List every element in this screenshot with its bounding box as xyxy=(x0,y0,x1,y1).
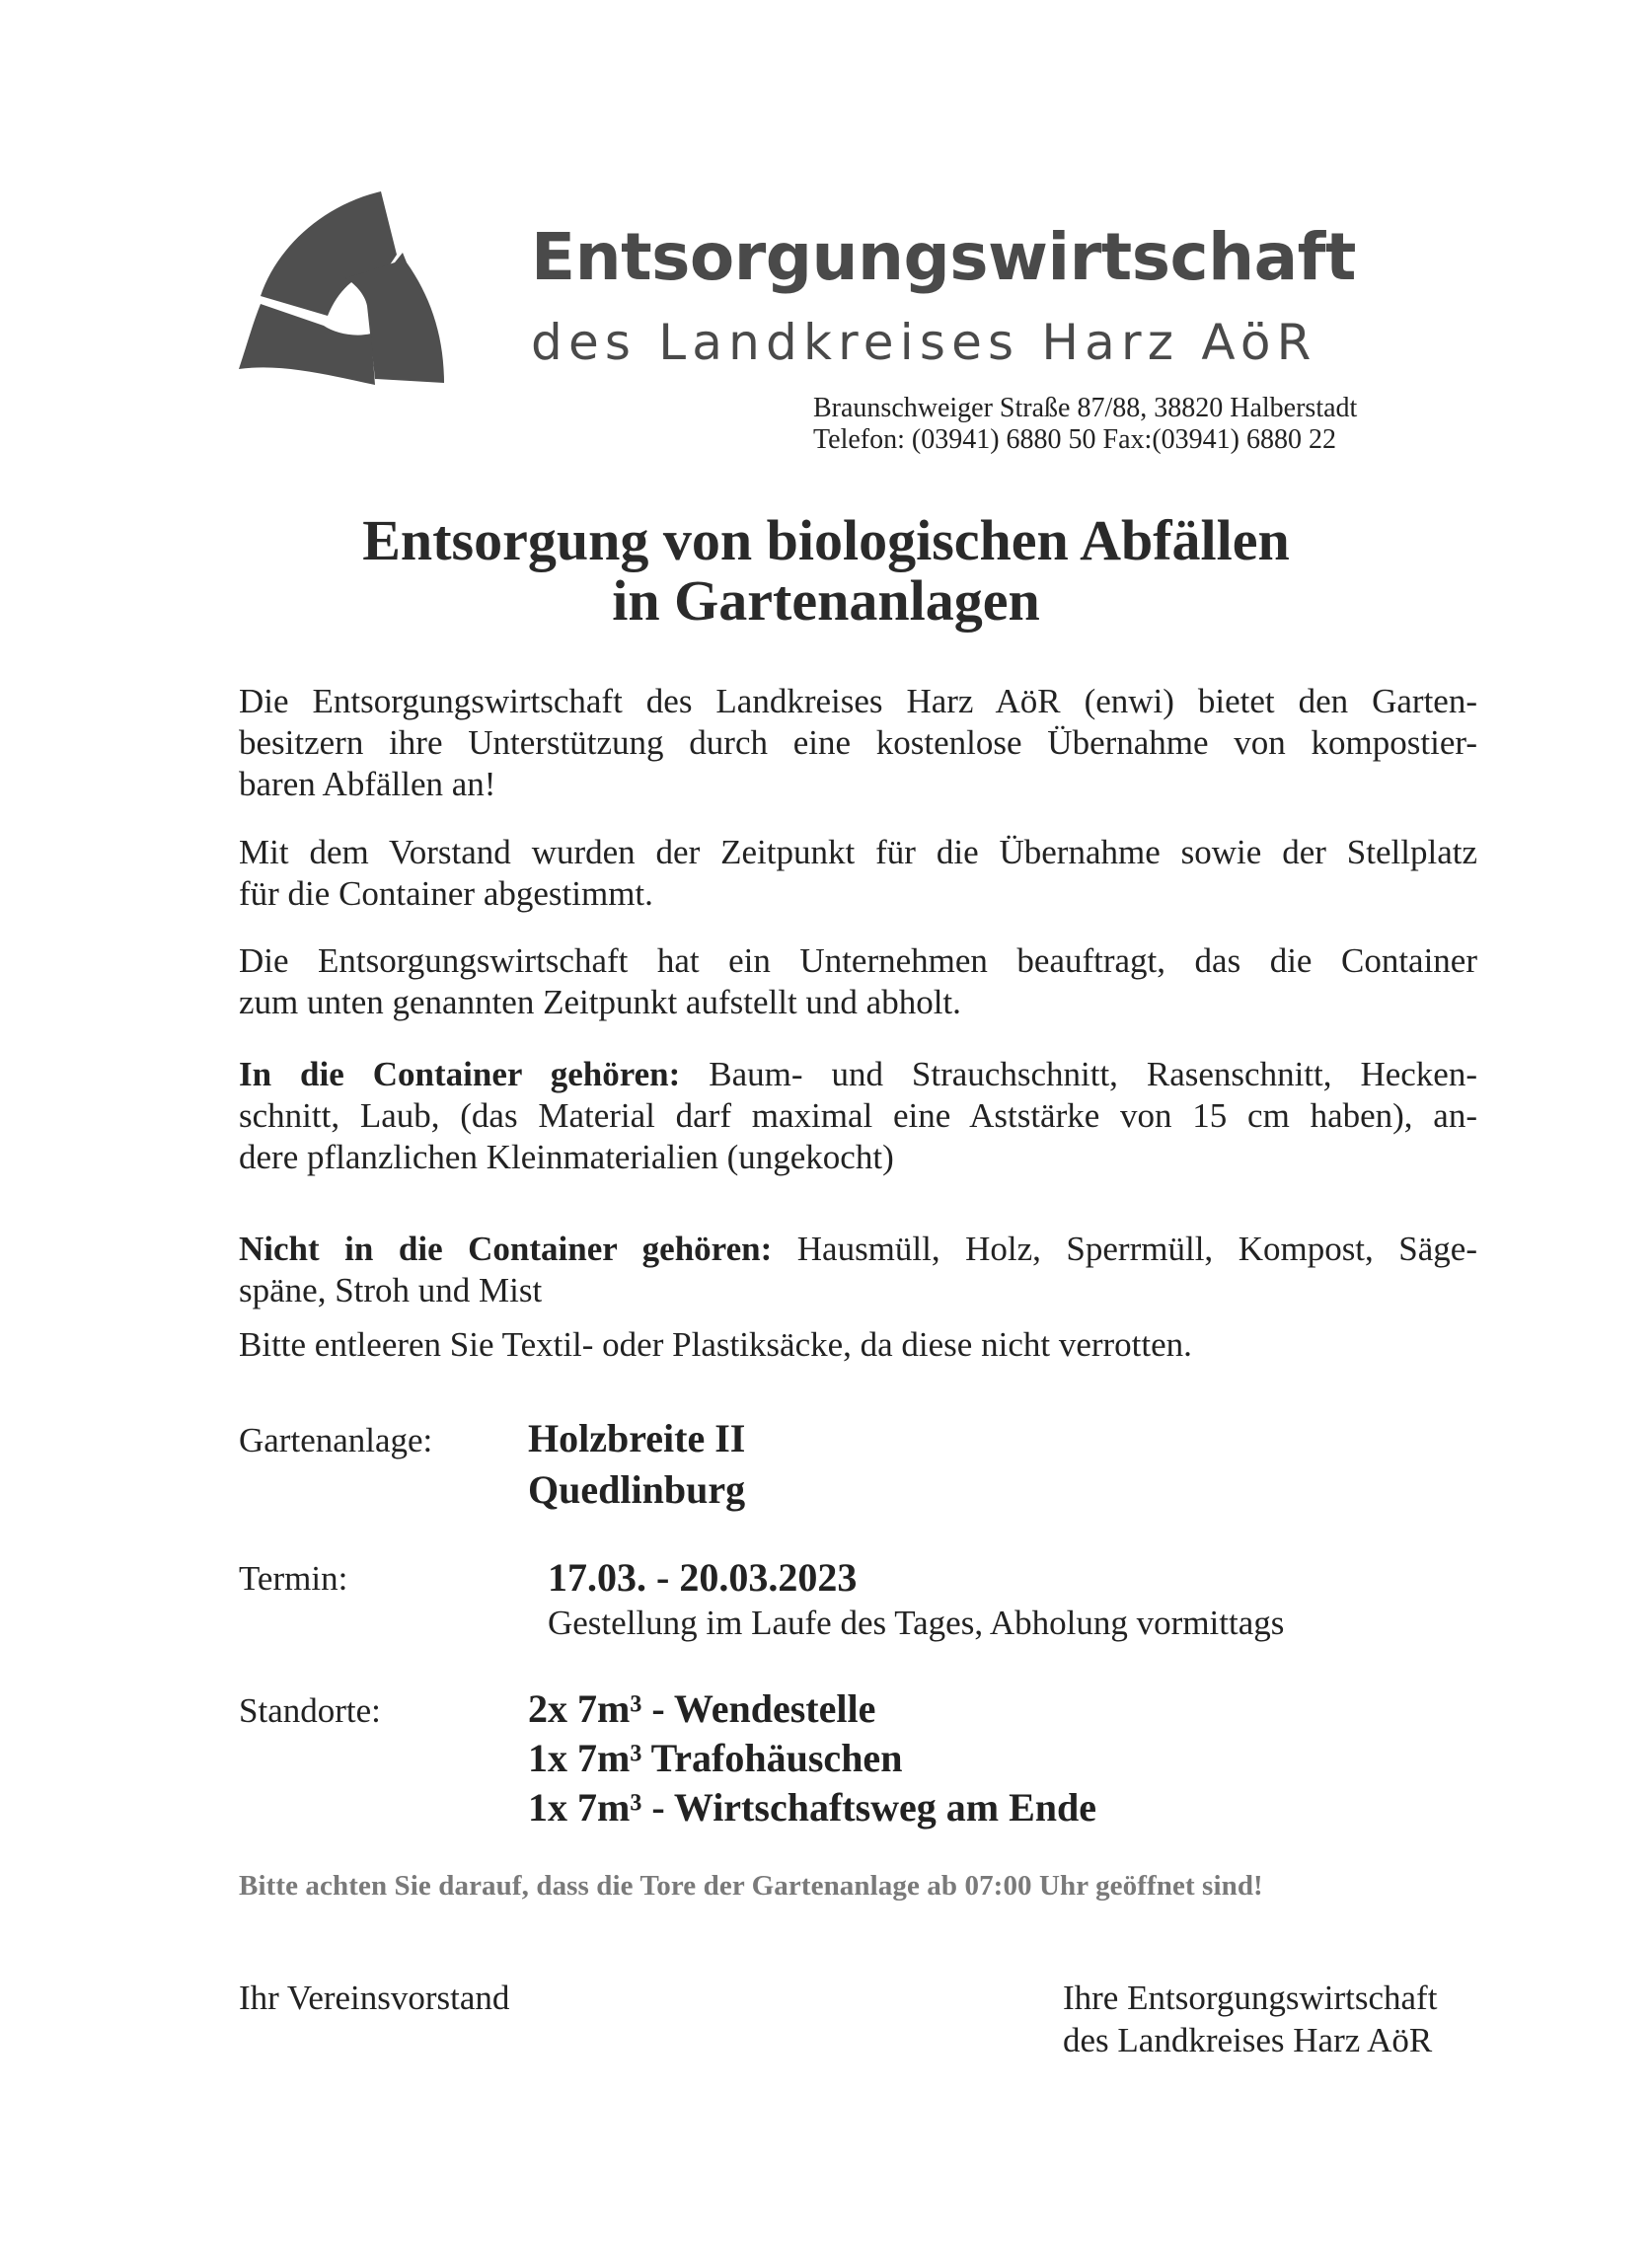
location-item: 2x 7m³ - Wendestelle xyxy=(528,1686,876,1731)
bags-note xyxy=(239,1324,1477,1366)
address: Braunschweiger Straße 87/88, 38820 Halberstadt xyxy=(813,393,1358,423)
signature-right-line-2: des Landkreises Harz AöR xyxy=(1063,2021,1433,2059)
contractor-paragraph xyxy=(239,940,1477,1023)
location-item: 1x 7m³ - Wirtschaftsweg am Ende xyxy=(528,1785,1097,1830)
contractor-line: Die Entsorgungswirtschaft hat ein Unternehmen beauftragt, das die Container xyxy=(239,941,1477,980)
signature-right-line-1: Ihre Entsorgungswirtschaft xyxy=(1063,1979,1438,2017)
agreement-line: Mit dem Vorstand wurden der Zeitpunkt für die Übernahme sowie der Stellplatz xyxy=(239,833,1477,871)
intro-line: besitzern ihre Unterstützung durch eine kostenlose Übernahme von kompostier- xyxy=(239,723,1477,762)
headline-line-1: Entsorgung von biologischen Abfällen xyxy=(362,508,1290,572)
not-allowed-materials-paragraph xyxy=(239,1229,1477,1311)
not-allowed-label: Nicht in die Container gehören: xyxy=(239,1230,773,1268)
brand-name: Entsorgungswirtschaft xyxy=(531,219,1356,295)
garden-city: Quedlinburg xyxy=(528,1467,746,1512)
date-label: Termin: xyxy=(239,1559,348,1598)
location-item: 1x 7m³ Trafohäuschen xyxy=(528,1736,903,1780)
bags-line: Bitte entleeren Sie Textil- oder Plastiksäcke, da diese nicht verrotten. xyxy=(239,1325,1192,1364)
headline-line-2: in Gartenanlagen xyxy=(612,568,1040,633)
intro-line: Die Entsorgungswirtschaft des Landkreises Harz AöR (enwi) bietet den Garten- xyxy=(239,682,1477,720)
locations-label: Standorte: xyxy=(239,1691,381,1730)
date-note: Gestellung im Laufe des Tages, Abholung vormittags xyxy=(548,1604,1285,1642)
brand-subtitle: des Landkreises Harz AöR xyxy=(531,314,1317,371)
garden-label: Gartenanlage: xyxy=(239,1421,433,1459)
allowed-line: dere pflanzlichen Kleinmaterialien (ungekocht) xyxy=(239,1138,894,1176)
intro-line: baren Abfällen an! xyxy=(239,765,496,803)
contact-numbers: Telefon: (03941) 6880 50 Fax:(03941) 6880 22 xyxy=(813,424,1336,455)
allowed-line: schnitt, Laub, (das Material darf maximal eine Aststärke von 15 cm haben), an- xyxy=(239,1096,1477,1135)
allowed-text: Baum- und Strauchschnitt, Rasenschnitt, Hecken- xyxy=(680,1055,1477,1093)
intro-paragraph xyxy=(239,681,1477,805)
not-allowed-text: Hausmüll, Holz, Sperrmüll, Kompost, Säge- xyxy=(772,1230,1477,1268)
agreement-line: für die Container abgestimmt. xyxy=(239,874,653,913)
agreement-paragraph xyxy=(239,832,1477,915)
garden-name: Holzbreite II xyxy=(528,1416,746,1460)
allowed-label: In die Container gehören: xyxy=(239,1055,681,1093)
allowed-materials-paragraph xyxy=(239,1054,1477,1178)
gate-notice: Bitte achten Sie darauf, dass die Tore der Gartenanlage ab 07:00 Uhr geöffnet sind! xyxy=(239,1870,1263,1902)
allowed-line xyxy=(239,1054,1477,1095)
signature-left: Ihr Vereinsvorstand xyxy=(239,1979,510,2017)
date-value: 17.03. - 20.03.2023 xyxy=(548,1555,858,1600)
not-allowed-line: späne, Stroh und Mist xyxy=(239,1271,543,1309)
not-allowed-line xyxy=(239,1229,1477,1270)
contractor-line: zum unten genannten Zeitpunkt aufstellt und abholt. xyxy=(239,983,961,1021)
enwi-logo-icon xyxy=(233,187,450,393)
